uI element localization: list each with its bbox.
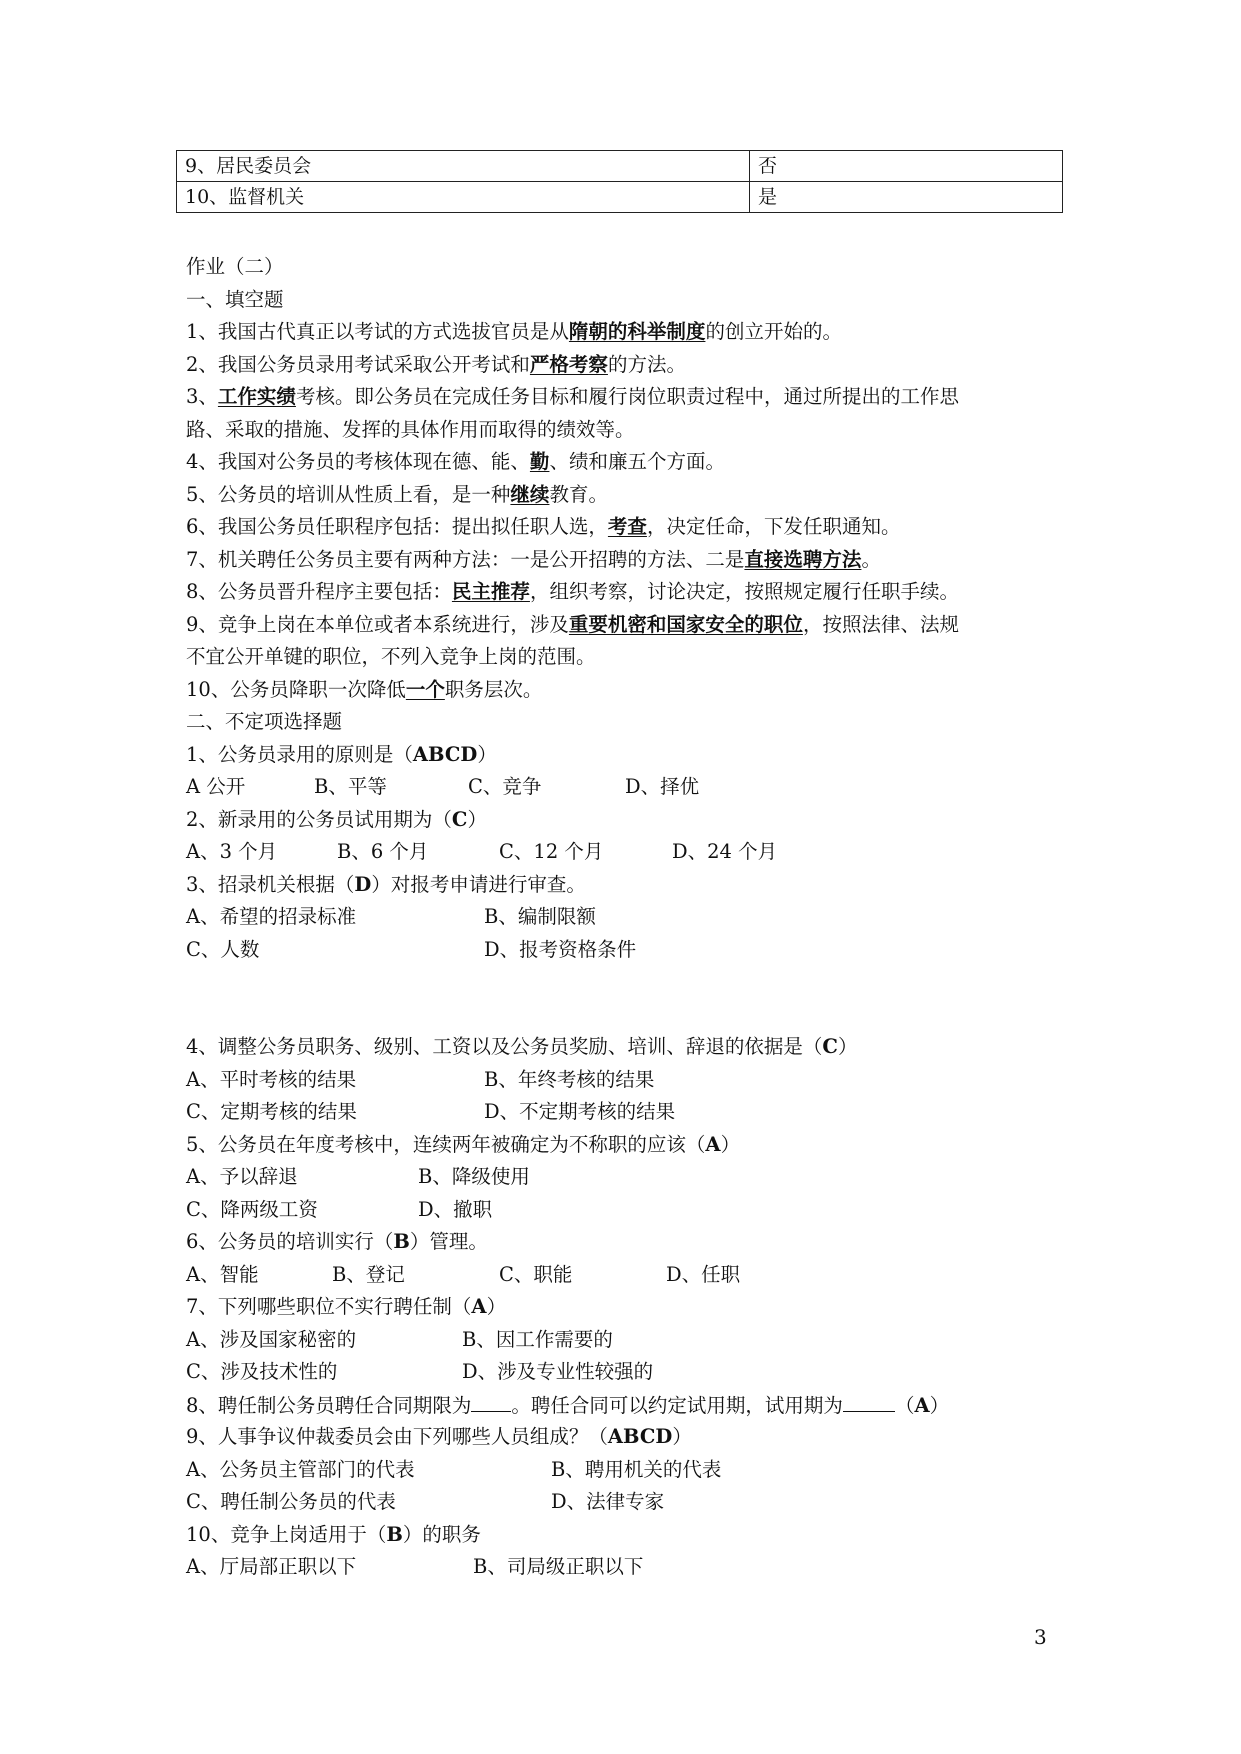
answer-text: 一个 xyxy=(405,677,445,701)
part2-title: 二、不定项选择题 xyxy=(186,710,343,733)
options-row xyxy=(186,1259,1066,1292)
spacer xyxy=(186,966,1066,1031)
question-text: 3、 xyxy=(186,385,218,408)
table-cell-item: 10、监督机关 xyxy=(177,182,750,213)
options-row xyxy=(186,1064,1066,1097)
option: B、登记 xyxy=(332,1262,405,1286)
option: C、人数 xyxy=(186,937,260,961)
table-row xyxy=(177,182,1063,213)
table-cell-answer: 是 xyxy=(750,182,1063,213)
option: C、竞争 xyxy=(468,775,542,798)
question-text: 的方法。 xyxy=(607,352,686,376)
question-text: 1、公务员录用的原则是（ xyxy=(186,742,413,766)
fill-question-4 xyxy=(186,446,1066,479)
question-text: ，按照法律、法规 xyxy=(802,612,959,636)
option: A、厅局部正职以下 xyxy=(186,1555,357,1578)
option: B、因工作需要的 xyxy=(462,1327,613,1351)
page-number: 3 xyxy=(1034,1625,1047,1649)
choice-question-10 xyxy=(186,1519,1066,1552)
answer-text: 隋朝的科举制度 xyxy=(568,320,706,343)
option: A、希望的招录标准 xyxy=(186,905,357,928)
options-row xyxy=(186,1551,1066,1584)
option: A、智能 xyxy=(186,1262,259,1286)
question-text: 2、新录用的公务员试用期为（ xyxy=(186,807,452,831)
answer-text: B xyxy=(386,1522,403,1546)
homework-content xyxy=(186,251,1066,1584)
choice-question-8 xyxy=(186,1389,1066,1422)
option: A、予以辞退 xyxy=(186,1165,298,1188)
answer-text: 直接选聘方法 xyxy=(744,547,862,571)
options-row xyxy=(186,1324,1066,1357)
answer-text: D xyxy=(354,872,372,896)
question-text: ）管理。 xyxy=(409,1230,488,1253)
option: D、择优 xyxy=(625,775,700,798)
question-text: 6、我国公务员任职程序包括：提出拟任职人选， xyxy=(186,515,608,538)
blank-line xyxy=(843,1389,895,1412)
answer-text: 民主推荐 xyxy=(451,580,530,603)
question-text: 4、我国对公务员的考核体现在德、能、 xyxy=(186,450,530,473)
option: D、撤职 xyxy=(418,1197,493,1221)
question-text: （ xyxy=(894,1393,915,1417)
question-text: 2、我国公务员录用考试采取公开考试和 xyxy=(186,352,530,376)
option: C、定期考核的结果 xyxy=(186,1100,357,1123)
question-text: 8、聘任制公务员聘任合同期限为 xyxy=(186,1393,472,1417)
blank-line xyxy=(471,1389,511,1412)
question-text: 3、招录机关根据（ xyxy=(186,872,355,896)
question-text: 7、机关聘任公务员主要有两种方法：一是公开招聘的方法、二是 xyxy=(186,547,745,571)
fill-question-10 xyxy=(186,674,1066,707)
question-text: 8、公务员晋升程序主要包括： xyxy=(186,580,452,603)
answer-text: A xyxy=(914,1393,930,1417)
question-text: 。聘任合同可以约定试用期，试用期为 xyxy=(511,1393,843,1417)
answer-text: A xyxy=(471,1295,487,1318)
question-text: 考核。即公务员在完成任务目标和履行岗位职责过程中，通过所提出的工作思 xyxy=(295,385,959,408)
option: D、24 个月 xyxy=(672,840,778,863)
question-text: 的创立开始的。 xyxy=(705,320,842,343)
option: D、法律专家 xyxy=(551,1490,665,1513)
option: A、涉及国家秘密的 xyxy=(186,1327,357,1351)
answer-text: 勤 xyxy=(529,450,550,473)
question-text: ） xyxy=(929,1393,950,1417)
question-text: 10、公务员降职一次降低 xyxy=(186,677,406,701)
answer-text: C xyxy=(822,1035,838,1058)
question-text: 9、人事争议仲裁委员会由下列哪些人员组成？（ xyxy=(186,1425,608,1448)
option: D、不定期考核的结果 xyxy=(484,1100,676,1123)
choice-question-3 xyxy=(186,869,1066,902)
option: B、年终考核的结果 xyxy=(484,1067,655,1091)
question-text: 5、公务员的培训从性质上看，是一种 xyxy=(186,482,511,506)
fill-question-9 xyxy=(186,609,1066,642)
option: B、6 个月 xyxy=(337,840,429,863)
fill-question-8 xyxy=(186,576,1066,609)
question-text: 教育。 xyxy=(549,482,608,506)
option: D、报考资格条件 xyxy=(484,937,637,961)
question-text: ）对报考申请进行审查。 xyxy=(371,872,586,896)
fill-question-5 xyxy=(186,479,1066,512)
option: A、平时考核的结果 xyxy=(186,1067,357,1091)
question-text: ）的职务 xyxy=(402,1522,481,1546)
section-title: 作业（二） xyxy=(186,255,284,278)
answer-text: ABCD xyxy=(412,742,478,766)
choice-question-7 xyxy=(186,1291,1066,1324)
option: D、涉及专业性较强的 xyxy=(462,1360,654,1383)
answer-text: B xyxy=(393,1230,410,1253)
options-row xyxy=(186,1454,1066,1487)
options-row xyxy=(186,1161,1066,1194)
option: C、职能 xyxy=(499,1262,573,1286)
choice-question-1 xyxy=(186,739,1066,772)
question-text: 。 xyxy=(861,547,881,571)
question-text: 4、调整公务员职务、级别、工资以及公务员奖励、培训、辞退的依据是（ xyxy=(186,1035,823,1058)
fill-question-7 xyxy=(186,544,1066,577)
options-row xyxy=(186,1486,1066,1519)
fill-question-6 xyxy=(186,511,1066,544)
question-text: 1、我国古代真正以考试的方式选拔官员是从 xyxy=(186,320,569,343)
question-text: 职务层次。 xyxy=(444,677,543,701)
option: C、12 个月 xyxy=(499,840,604,863)
answer-text: 考查 xyxy=(607,515,647,538)
choice-question-9 xyxy=(186,1421,1066,1454)
question-text: ） xyxy=(467,807,487,831)
option: A、公务员主管部门的代表 xyxy=(186,1457,415,1481)
answer-text: 继续 xyxy=(510,482,550,506)
question-text: 9、竞争上岗在本单位或者本系统进行，涉及 xyxy=(186,612,569,636)
choice-question-5 xyxy=(186,1129,1066,1162)
answer-text: 重要机密和国家安全的职位 xyxy=(568,612,803,636)
answer-text: A xyxy=(705,1132,721,1156)
part1-title: 一、填空题 xyxy=(186,287,284,311)
option: D、任职 xyxy=(666,1262,741,1286)
option: B、平等 xyxy=(314,775,387,798)
options-row xyxy=(186,771,1066,804)
option: B、降级使用 xyxy=(418,1165,530,1188)
question-text: ，组织考察，讨论决定，按照规定履行任职手续。 xyxy=(529,580,959,603)
answer-text: ABCD xyxy=(607,1425,673,1448)
option: C、降两级工资 xyxy=(186,1197,318,1221)
fill-question-3 xyxy=(186,381,1066,414)
question-text: ） xyxy=(720,1132,741,1156)
fill-question-3-continued: 路、采取的措施、发挥的具体作用而取得的绩效等。 xyxy=(186,417,635,441)
fill-question-2 xyxy=(186,349,1066,382)
question-text: ） xyxy=(672,1425,692,1448)
question-text: ） xyxy=(837,1035,858,1058)
table-cell-answer: 否 xyxy=(750,151,1063,182)
options-row xyxy=(186,1194,1066,1227)
question-text: 、绩和廉五个方面。 xyxy=(549,450,725,473)
option: C、聘任制公务员的代表 xyxy=(186,1490,396,1513)
options-row xyxy=(186,934,1066,967)
answer-text: 严格考察 xyxy=(529,352,608,376)
option: A 公开 xyxy=(186,775,246,798)
question-text: 10、竞争上岗适用于（ xyxy=(186,1522,387,1546)
question-text: ） xyxy=(477,742,497,766)
question-text: ） xyxy=(486,1295,507,1318)
question-text: 5、公务员在年度考核中，连续两年被确定为不称职的应该（ xyxy=(186,1132,706,1156)
choice-question-4 xyxy=(186,1031,1066,1064)
option: B、编制限额 xyxy=(484,905,596,928)
option: C、涉及技术性的 xyxy=(186,1360,338,1383)
answer-text: 工作实绩 xyxy=(217,385,296,408)
table-cell-item: 9、居民委员会 xyxy=(177,151,750,182)
choice-question-2 xyxy=(186,804,1066,837)
question-text: 7、下列哪些职位不实行聘任制（ xyxy=(186,1295,472,1318)
options-row xyxy=(186,1096,1066,1129)
option: A、3 个月 xyxy=(186,840,278,863)
answer-table xyxy=(176,150,1063,213)
choice-question-6 xyxy=(186,1226,1066,1259)
fill-question-1 xyxy=(186,316,1066,349)
options-row xyxy=(186,836,1066,869)
option: B、司局级正职以下 xyxy=(473,1555,644,1578)
options-row xyxy=(186,1356,1066,1389)
options-row xyxy=(186,901,1066,934)
answer-text: C xyxy=(451,807,468,831)
option: B、聘用机关的代表 xyxy=(551,1457,722,1481)
fill-question-9-continued: 不宜公开单键的职位，不列入竞争上岗的范围。 xyxy=(186,645,596,668)
question-text: 6、公务员的培训实行（ xyxy=(186,1230,394,1253)
question-text: ，决定任命，下发任职通知。 xyxy=(646,515,901,538)
table-row xyxy=(177,151,1063,182)
